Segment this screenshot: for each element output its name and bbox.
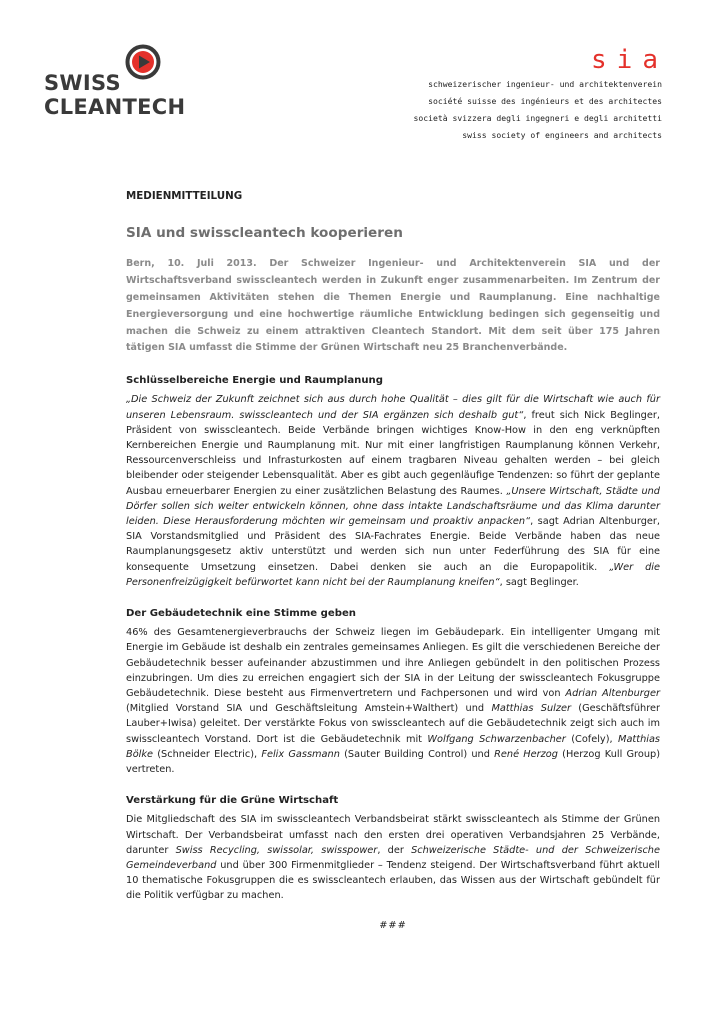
quote-beglinger: „Die Schweiz der Zukunft zeichnet sich aus durch hohe Qualität – dies gilt für die Wirtschaft wie auch für unseren Lebensraum. swisscleantech und der SIA ergänzen sich deshalb gut“ [126, 394, 660, 421]
doc-label: MEDIENMITTEILUNG [126, 190, 243, 202]
section-body-energie [126, 392, 660, 590]
person-name: Matthias Sulzer [491, 703, 571, 715]
body-text: (Sauter Building Control) und [339, 748, 495, 760]
section-body-gruene-wirtschaft [126, 812, 660, 903]
body-text: , der [377, 844, 412, 856]
body-text: 46% des Gesamtenergieverbrauchs der Schweiz liegen im Gebäudepark. Ein intelligenter Umgang mit Energie im Gebäude ist deshalb ein zentrales gemeinsames Anliegen. Es gilt die verschiedenen Bereiche der Gebäudetechnik besser aufeinander abzustimmen und ihre Anliegen gebündelt in den politischen Prozess einzubringen. Um dies zu erreichen engagiert sich der SIA in der Leitung der swisscleantech Fokusgruppe Gebäudetechnik. Diese besteht aus Firmenvertretern und Fachpersonen und wird von [126, 627, 660, 700]
logo-word-cleantech: CLEANTECH [44, 95, 186, 119]
person-name: Adrian Altenburger [565, 688, 660, 700]
person-name: Felix Gassmann [261, 748, 340, 760]
body-text: (Schneider Electric), [153, 748, 262, 760]
swisscleantech-logo [44, 44, 194, 124]
body-text: (Herzog Kull Group) vertreten. [126, 748, 660, 776]
person-name: Matthias Bölke [126, 733, 661, 760]
body-text: und über 300 Firmenmitglieder – Tendenz steigend. Der Wirtschaftsverband führt aktuell 10 thematische Fokusgruppen die es swisscleantech erlauben, das Wissen aus der Wirtschaft gebündelt für die Politik verfügbar zu machen. [126, 860, 660, 902]
body-text: (Mitglied Vorstand SIA und Geschäftsleitung Amstein+Walthert) und [126, 703, 492, 715]
sia-line-en: swiss society of engineers and architects [462, 130, 662, 140]
sia-header [332, 45, 668, 144]
section-heading-energie: Schlüsselbereiche Energie und Raumplanung [126, 375, 383, 387]
body-text: , sagt Adrian Altenburger, SIA Vorstandsmitglied und Präsident des SIA-Fachrates Energie. Beide Verbände haben das neue Raumplanungsgesetz aktiv unterstützt und werden sich nun unter Federführung des SIA für eine konsequente Umsetzung einsetzen. Dabei denken sie auch an die Europapolitik. [126, 516, 660, 573]
quote-europapolitik: „Wer die Personenfreizügigkeit befürwortet kann nicht bei der Raumplanung kneifen“ [126, 561, 660, 588]
body-text: Die Mitgliedschaft des SIA im swisscleantech Verbandsbeirat stärkt swisscleantech als Stimme der Grünen Wirtschaft. Der Verbandsbeirat umfasst nach den ersten drei operativen Verbandsjahren 25 Verbände, darunter [126, 814, 660, 856]
body-text: (Cofely), [565, 733, 619, 745]
section-body-gebaeudetechnik [126, 625, 660, 777]
organization-names: Swiss Recycling, swissolar, swisspower [175, 844, 378, 856]
body-text: , freut sich Nick Beglinger, Präsident von swisscleantech. Beide Verbände bringen wichtiges Know-How in den eng verknüpften Kernbereichen Energie und Raumplanung mit. Nur mit einer langfristigen Raumplanung können Verkehr, Ressourcenverschleiss und Infrasturkosten auf einem tragbaren Niveau gehalten werden – bei gleich bleibender oder steigender Lebensqualität. Aber es gibt auch gegenläufige Tendenzen: so führt der geplante Ausbau erneuerbarer Energien zu einer zusätzlichen Belastung des Raumes. [126, 409, 660, 497]
page-title: SIA und swisscleantech kooperieren [126, 225, 403, 242]
lead-paragraph: Bern, 10. Juli 2013. Der Schweizer Ingenieur- und Architektenverein SIA und der Wirtschaftsverband swisscleantech werden in Zukunft enger zusammenarbeiten. Im Zentrum der gemeinsamen Aktivitäten stehen die Themen Energie und Raumplanung. Eine nachhaltige Energieversorgung und eine hochwertige räumliche Entwicklung bedingen sich gegenseitig und machen die Schweiz zu einem attraktiven Cleantech Standort. Mit dem seit über 175 Jahren tätigen SIA umfasst die Stimme der Grünen Wirtschaft neu 25 Branchenverbände. [126, 258, 660, 354]
organization-names: Schweizerische Städte- und der Schweizerische Gemeindeverband [126, 844, 660, 872]
logo-word-swiss: SWISS [44, 71, 121, 95]
body-text: , sagt Beglinger. [499, 576, 579, 588]
person-name: Wolfgang Schwarzenbacher [427, 733, 566, 745]
play-icon [125, 44, 161, 80]
sia-line-de: schweizerischer ingenieur- und architektenverein [428, 79, 662, 89]
quote-altenburger: „Unsere Wirtschaft, Städte und Dörfer sollen sich weiter entwickeln können, ohne dass intakte Landschaftsräume und das Klima darunter leiden. Diese Herausforderung möchten wir gemeinsam und proaktiv anpacken“ [126, 485, 660, 528]
body-text: (Geschäftsführer Lauber+Iwisa) geleitet. Der verstärkte Fokus von swisscleantech auf die Gebäudetechnik zeigt sich auch im swisscleantech Vorstand. Dort ist die Gebäudetechnik mit [126, 703, 660, 745]
end-mark: ### [379, 919, 407, 931]
section-heading-gruene-wirtschaft: Verstärkung für die Grüne Wirtschaft [126, 795, 339, 807]
person-name: René Herzog [494, 748, 558, 760]
sia-logo-word: sia [591, 45, 668, 75]
sia-line-fr: société suisse des ingénieurs et des architectes [428, 96, 662, 106]
section-heading-gebaeudetechnik: Der Gebäudetechnik eine Stimme geben [126, 608, 356, 620]
sia-line-it: società svizzera degli ingegneri e degli architetti [413, 113, 662, 123]
press-release [126, 189, 660, 933]
